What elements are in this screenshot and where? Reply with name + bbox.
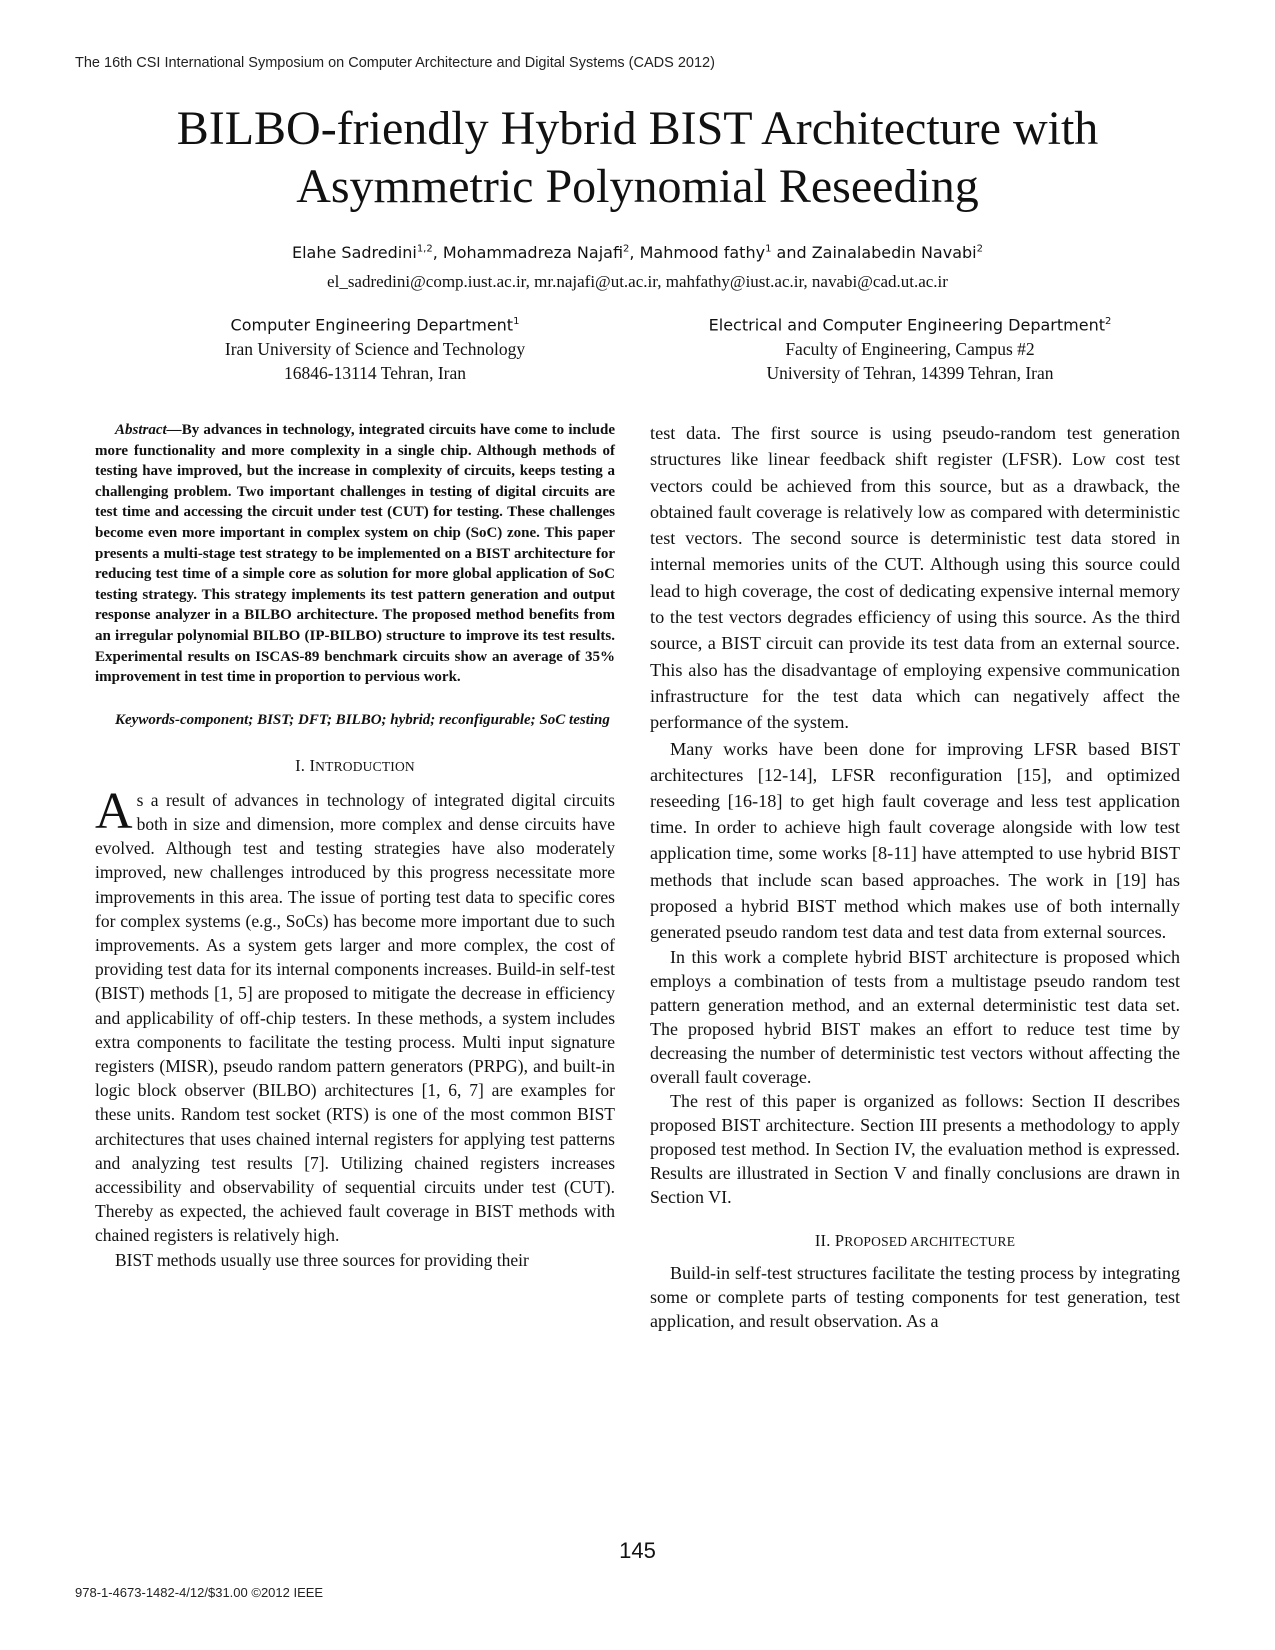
- author-name: Mohammadreza Najafi: [442, 243, 624, 262]
- running-header: The 16th CSI International Symposium on Computer Architecture and Digital Systems (CADS 2012): [75, 55, 715, 71]
- title-line-2: Asymmetric Polynomial Reseeding: [296, 160, 979, 213]
- abstract: [95, 420, 615, 688]
- author-affil-sup: 1: [765, 243, 772, 255]
- paper-title: [0, 100, 1275, 216]
- body-paragraph: Build-in self-test structures facilitate the testing process by integrating some or complete parts of testing components for test generation, test application, and result observation. As a: [650, 1263, 1180, 1332]
- affiliation-institution: Iran University of Science and Technology: [224, 339, 526, 360]
- intro-paragraph-1: As a result of advances in technology of integrated digital circuits both in size and dimension, more complex and dense circuits have evolved. Although test and testing strategies have also moderately improved, new challenges introduced by this progress necessitate more improvements in this area. The issue of porting test data to specific cores for complex systems (e.g., SoCs) has become more important due to such improvements. As a system gets larger and more complex, the cost of providing test data for its internal components increases. Build-in self-test (BIST) methods [1, 5] are proposed to mitigate the decrease in efficiency and applicability of off-chip testers. In these methods, a system includes extra components to facilitate the testing process. Multi input signature registers (MISR), pseudo random pattern generators (PRPG), and built-in logic block observer (BILBO) architectures [1, 6, 7] are examples for these units. Random test socket (RTS) is one of the most common BIST architectures that uses chained internal registers for applying test patterns and analyzing test results [7]. Utilizing chained registers increases accessibility and observability of sequential circuits under test (CUT). Thereby as expected, the achieved fault coverage in BIST methods with chained registers is relatively high.: [95, 782, 615, 1246]
- author-name: Mahmood fathy: [639, 243, 766, 262]
- author-separator: and: [771, 243, 812, 262]
- right-column: [650, 420, 1180, 1333]
- author-name: Zainalabedin Navabi: [811, 243, 977, 262]
- affiliation-faculty: Faculty of Engineering, Campus #2: [785, 339, 1035, 360]
- author-list: [0, 243, 1275, 262]
- section-heading-introduction: I. INTRODUCTION: [295, 755, 415, 775]
- keywords: Keywords-component; BIST; DFT; BILBO; hybrid; reconfigurable; SoC testing: [115, 711, 610, 728]
- affiliation-dept: Electrical and Computer Engineering Department$^2$: [708, 315, 1112, 335]
- affiliation-address: 16846-13114 Tehran, Iran: [284, 363, 466, 384]
- drop-cap: A: [95, 782, 133, 840]
- author-affil-sup: 2: [976, 243, 983, 255]
- author-affil-sup: 2: [623, 243, 630, 255]
- body-paragraph: Many works have been done for improving LFSR based BIST architectures [12-14], LFSR reconfiguration [15], and optimized reseeding [16-18] to get high fault coverage and less test application time. In order to achieve high fault coverage alongside with low test application time, some works [8-11] have attempted to use hybrid BIST methods that include scan based approaches. The work in [19] has proposed a hybrid BIST method which makes use of both internally generated pseudo random test data and test data from external sources.: [650, 738, 1180, 942]
- page-number: 145: [619, 1538, 656, 1563]
- abstract-text: By advances in technology, integrated circuits have come to include more functionality and more complexity in a single chip. Although methods of testing have improved, but the increase in complexity of circuits, keeps testing a challenging problem. Two important challenges in testing of digital circuits are test time and accessing the circuit under test (CUT) for testing. These challenges become even more important in complex system on chip (SoC) zone. This paper presents a multi-stage test strategy to be implemented on a BIST architecture for reducing test time of a simple core as solution for more global application of SoC testing strategy. This strategy implements its test pattern generation and output response analyzer in a BILBO architecture. The proposed method benefits from an irregular polynomial BILBO (IP-BILBO) structure to improve its test results. Experimental results on ISCAS-89 benchmark circuits show an average of 35% improvement in test time in proportion to pervious work.: [95, 422, 615, 686]
- author-separator: ,: [629, 243, 640, 262]
- copyright-isbn: 978-1-4673-1482-4/12/$31.00 ©2012 IEEE: [75, 1585, 324, 1600]
- affiliation-right: [660, 310, 1160, 385]
- author-affil-sup: 1,2: [416, 243, 433, 255]
- body-paragraph: In this work a complete hybrid BIST architecture is proposed which employs a combination of tests from a multistage pseudo random test pattern generation method, and an external deterministic test data set. The proposed hybrid BIST makes an effort to reduce test time by decreasing the number of deterministic test vectors without affecting the overall fault coverage.: [650, 947, 1180, 1088]
- author-separator: ,: [432, 243, 443, 262]
- title-line-1: BILBO-friendly Hybrid BIST Architecture with: [176, 102, 1099, 155]
- affiliation-address: University of Tehran, 14399 Tehran, Iran: [766, 363, 1054, 384]
- affiliation-dept: Computer Engineering Department$^1$: [230, 315, 520, 335]
- left-column: [95, 420, 615, 1272]
- body-paragraph: The rest of this paper is organized as follows: Section II describes proposed BIST architecture. Section III presents a methodology to apply proposed test method. In Section IV, the evaluation method is expressed. Results are illustrated in Section V and finally conclusions are drawn in Section VI.: [650, 1091, 1180, 1208]
- body-paragraph: test data. The first source is using pseudo-random test generation structures like linear feedback shift register (LFSR). Low cost test vectors could be achieved from this source, but as a drawback, the obtained fault coverage is relatively low as compared with deterministic test vectors. The second source is deterministic test data stored in internal memories units of the CUT. Although using this source could lead to high coverage, the cost of dedicating expensive internal memory to the test vectors degrades efficiency of using this source. As the third source, a BIST circuit can provide its test data from an external source. This also has the disadvantage of employing expensive communication infrastructure for the test data which can negatively affect the performance of the system.: [650, 423, 1180, 733]
- section-heading-proposed-architecture: II. PROPOSED ARCHITECTURE: [814, 1231, 1016, 1251]
- affiliation-left: [175, 310, 575, 385]
- intro-paragraph-2: BIST methods usually use three sources for providing their: [115, 1249, 529, 1270]
- abstract-label: Abstract—: [115, 422, 182, 438]
- author-name: Elahe Sadredini: [292, 243, 417, 262]
- author-emails: el_sadredini@comp.iust.ac.ir, mr.najafi@ut.ac.ir, mahfathy@iust.ac.ir, navabi@cad.ut.ac.ir: [327, 272, 948, 291]
